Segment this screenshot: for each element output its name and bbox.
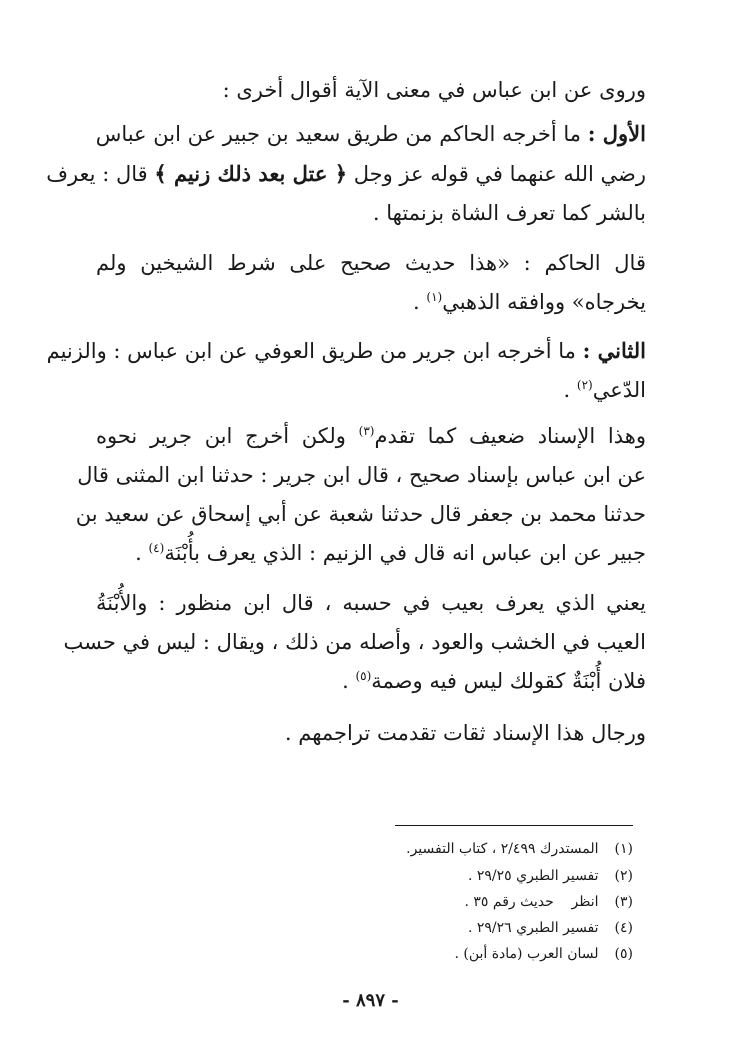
closing-line <box>96 717 646 749</box>
footnote-3-text: انظر حديث رقم ٣٥ . <box>464 894 599 910</box>
first-saying-line-1 <box>96 118 646 150</box>
meaning-text-1: يعني الذي يعرف بعيب في حسبه ، قال ابن منظور : والأُبْنَةُ <box>96 591 646 615</box>
isnad-text-1a: وهذا الإسناد ضعيف كما تقدم <box>374 424 646 448</box>
second-saying-line-2 <box>96 374 646 406</box>
isnad-line-1 <box>96 420 646 452</box>
hakim-text-2-end: . <box>413 290 420 314</box>
quran-verse: ﴿ عتل بعد ذلك زنيم ﴾ <box>154 161 348 186</box>
hakim-line-2 <box>96 286 646 318</box>
footnote-ref-4[interactable]: (٤) <box>148 541 165 555</box>
isnad-text-1b: ولكن أخرج ابن جرير نحوه <box>96 424 346 448</box>
meaning-text-2: العيب في الخشب والعود ، وأصله من ذلك ، ويقال : ليس في حسب <box>63 630 646 654</box>
first-text-2a: رضي الله عنهما في قوله عز وجل <box>353 162 646 186</box>
closing-text: ورجال هذا الإسناد ثقات تقدمت تراجمهم . <box>284 721 646 745</box>
intro-line <box>96 74 646 106</box>
isnad-text-2: عن ابن عباس بإسناد صحيح ، قال ابن جرير : حدثنا ابن المثنى قال <box>77 463 646 487</box>
footnote-5 <box>333 943 633 965</box>
second-label: الثاني : <box>582 338 646 363</box>
footnote-5-text: لسان العرب (مادة أبن) . <box>454 946 599 962</box>
footnote-ref-1[interactable]: (١) <box>426 290 443 304</box>
second-text-2-end: . <box>563 378 571 402</box>
meaning-text-3-end: . <box>342 669 349 693</box>
footnote-1 <box>333 838 633 860</box>
meaning-line-1 <box>96 587 646 619</box>
footnote-ref-5[interactable]: (٥) <box>355 669 372 683</box>
hakim-text-1: قال الحاكم : «هذا حديث صحيح على شرط الشيخين ولم <box>96 251 646 275</box>
footnote-5-number: (٥) <box>614 946 633 962</box>
footnote-1-text: المستدرك ٢/٤٩٩ ، كتاب التفسير. <box>406 841 599 857</box>
meaning-text-3: فلان أُبْنَةٌ كقولك ليس فيه وصمة <box>371 669 646 693</box>
footnote-ref-3[interactable]: (٣) <box>358 424 375 438</box>
second-text-1: ما أخرجه ابن جرير من طريق العوفي عن ابن عباس : والزنيم <box>46 339 576 363</box>
footnote-4 <box>333 917 633 939</box>
first-saying-line-3 <box>96 197 646 229</box>
footnote-divider <box>395 825 633 826</box>
hakim-line-1 <box>96 247 646 279</box>
second-text-2: الدّعي <box>592 378 646 402</box>
page-number: - ٨٩٧ - <box>342 990 399 1011</box>
first-saying-line-2 <box>46 158 646 190</box>
first-text-2c: قال : يعرف <box>46 162 148 186</box>
isnad-line-3 <box>75 498 646 530</box>
first-text-1: ما أخرجه الحاكم من طريق سعيد بن جبير عن ابن عباس <box>95 122 582 146</box>
isnad-line-4 <box>96 537 646 569</box>
intro-text: وروى عن ابن عباس في معنى الآية أقوال أخرى : <box>222 78 646 102</box>
footnote-2-text: تفسير الطبري ٢٩/٢٥ . <box>467 868 599 884</box>
second-saying-line-1 <box>46 335 646 367</box>
isnad-text-4: جبير عن ابن عباس انه قال في الزنيم : الذي يعرف بأُبْنَة <box>164 541 646 565</box>
footnote-3 <box>333 891 633 913</box>
hakim-text-2: يخرجاه» ووافقه الذهبي <box>442 290 646 314</box>
isnad-text-4-end: . <box>135 541 142 565</box>
meaning-line-2 <box>63 626 646 658</box>
footnote-4-text: تفسير الطبري ٢٩/٢٦ . <box>467 920 599 936</box>
footnote-1-number: (١) <box>614 841 633 857</box>
footnote-2 <box>333 865 633 887</box>
isnad-line-2 <box>77 459 646 491</box>
footnote-4-number: (٤) <box>614 920 633 936</box>
isnad-text-3: حدثنا محمد بن جعفر قال حدثنا شعبة عن أبي إسحاق عن سعيد بن <box>75 502 646 526</box>
meaning-line-3 <box>96 665 646 697</box>
footnote-2-number: (٢) <box>614 868 633 884</box>
first-text-3: بالشر كما تعرف الشاة بزنمتها . <box>372 201 646 225</box>
first-label: الأول : <box>587 121 646 146</box>
footnote-ref-2[interactable]: (٢) <box>576 378 593 392</box>
footnote-3-number: (٣) <box>614 894 633 910</box>
